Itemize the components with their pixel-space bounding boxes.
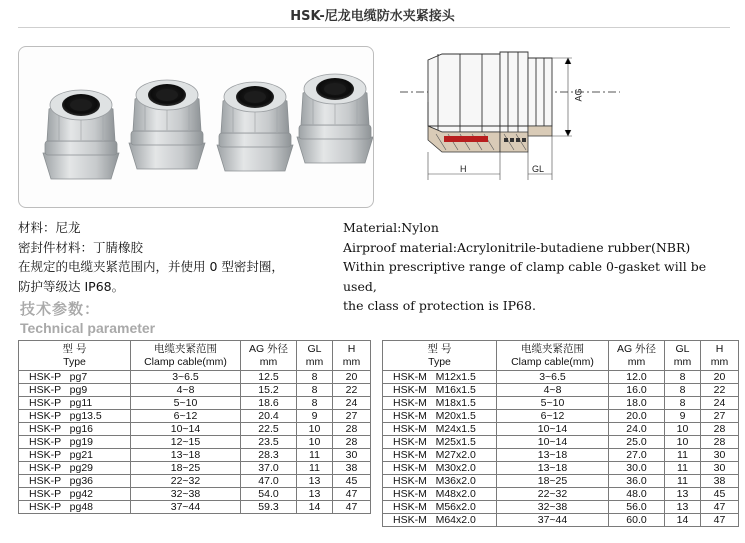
table-row <box>19 371 371 384</box>
cell-clamp: 18~25 <box>131 462 241 475</box>
cell-gl: 14 <box>665 514 701 527</box>
cell-ag: 28.3 <box>241 449 297 462</box>
cell-h: 47 <box>701 514 739 527</box>
cell-clamp: 4~8 <box>497 384 609 397</box>
header-ag: AG 外径 mm <box>609 341 665 371</box>
cell-h: 20 <box>333 371 371 384</box>
cell-h: 47 <box>701 501 739 514</box>
product-photo <box>18 46 374 208</box>
table-header-row <box>383 341 739 371</box>
cable-glands-illustration <box>19 47 374 208</box>
cell-ag: 20.4 <box>241 410 297 423</box>
header-gl: GL mm <box>297 341 333 371</box>
cell-type: HSK-M M56x2.0 <box>383 501 497 514</box>
table-row <box>19 462 371 475</box>
label-h: H <box>460 164 467 174</box>
cell-type: HSK-P pg36 <box>19 475 131 488</box>
range-en-line2: the class of protection is IP68. <box>343 298 536 313</box>
cell-clamp: 22~32 <box>131 475 241 488</box>
cell-gl: 10 <box>297 423 333 436</box>
cell-type: HSK-M M16x1.5 <box>383 384 497 397</box>
cell-clamp: 32~38 <box>497 501 609 514</box>
cell-clamp: 37~44 <box>131 501 241 514</box>
table-row <box>19 423 371 436</box>
table-row <box>383 423 739 436</box>
cell-gl: 11 <box>665 475 701 488</box>
cell-type: HSK-M M25x1.5 <box>383 436 497 449</box>
cell-ag: 12.0 <box>609 371 665 384</box>
cell-ag: 15.2 <box>241 384 297 397</box>
table-row <box>383 449 739 462</box>
cell-clamp: 3~6.5 <box>497 371 609 384</box>
header-h: H mm <box>333 341 371 371</box>
range-cn-line1: 在规定的电缆夹紧范围内，并使用 0 型密封圈， <box>18 259 284 274</box>
table-row <box>383 475 739 488</box>
cell-clamp: 13~18 <box>497 449 609 462</box>
cell-ag: 18.6 <box>241 397 297 410</box>
cell-h: 30 <box>701 449 739 462</box>
cell-gl: 11 <box>297 449 333 462</box>
table-row <box>383 462 739 475</box>
header-type: 型 号 Type <box>383 341 497 371</box>
cell-ag: 47.0 <box>241 475 297 488</box>
cell-h: 30 <box>333 449 371 462</box>
cell-ag: 25.0 <box>609 436 665 449</box>
cell-gl: 13 <box>665 488 701 501</box>
cell-gl: 10 <box>297 436 333 449</box>
cell-type: HSK-M M36x2.0 <box>383 475 497 488</box>
cell-gl: 13 <box>665 501 701 514</box>
cell-h: 27 <box>333 410 371 423</box>
table-row <box>383 371 739 384</box>
table-row <box>19 488 371 501</box>
cell-gl: 10 <box>665 423 701 436</box>
material-cn: 材料：尼龙 <box>18 220 81 235</box>
cell-gl: 13 <box>297 475 333 488</box>
header-clamp: 电缆夹紧范围 Clamp cable(mm) <box>131 341 241 371</box>
table-row <box>19 397 371 410</box>
cell-h: 28 <box>701 423 739 436</box>
cell-gl: 14 <box>297 501 333 514</box>
cell-ag: 24.0 <box>609 423 665 436</box>
cell-type: HSK-P pg13.5 <box>19 410 131 423</box>
table-row <box>383 384 739 397</box>
cell-ag: 27.0 <box>609 449 665 462</box>
cell-type: HSK-M M48x2.0 <box>383 488 497 501</box>
cell-clamp: 18~25 <box>497 475 609 488</box>
cell-clamp: 5~10 <box>131 397 241 410</box>
header-gl: GL mm <box>665 341 701 371</box>
cell-clamp: 4~8 <box>131 384 241 397</box>
material-en: Material:Nylon <box>343 220 439 235</box>
cell-type: HSK-M M27x2.0 <box>383 449 497 462</box>
cell-h: 28 <box>333 436 371 449</box>
table-row <box>383 501 739 514</box>
label-gl: GL <box>532 164 545 174</box>
description-chinese <box>18 218 338 296</box>
table-row <box>19 475 371 488</box>
cell-h: 30 <box>701 462 739 475</box>
cell-type: HSK-P pg19 <box>19 436 131 449</box>
cell-h: 28 <box>333 423 371 436</box>
cell-gl: 8 <box>297 384 333 397</box>
cell-gl: 11 <box>665 462 701 475</box>
cell-gl: 11 <box>665 449 701 462</box>
cell-type: HSK-M M64x2.0 <box>383 514 497 527</box>
table-row <box>383 488 739 501</box>
table-row <box>19 449 371 462</box>
table-row <box>383 514 739 527</box>
gland-cross-section <box>400 40 740 190</box>
cell-h: 27 <box>701 410 739 423</box>
cell-h: 28 <box>701 436 739 449</box>
table-row <box>383 397 739 410</box>
cell-ag: 20.0 <box>609 410 665 423</box>
cell-ag: 18.0 <box>609 397 665 410</box>
cell-type: HSK-M M30x2.0 <box>383 462 497 475</box>
page-title: HSK-尼龙电缆防水夹紧接头 <box>290 9 455 24</box>
cell-type: HSK-P pg11 <box>19 397 131 410</box>
cell-h: 22 <box>701 384 739 397</box>
cell-gl: 9 <box>297 410 333 423</box>
description-english <box>343 218 743 316</box>
cell-clamp: 13~18 <box>131 449 241 462</box>
cell-clamp: 32~38 <box>131 488 241 501</box>
cell-ag: 12.5 <box>241 371 297 384</box>
cell-h: 24 <box>701 397 739 410</box>
label-ag: AG <box>573 88 584 102</box>
cell-h: 45 <box>333 475 371 488</box>
cell-clamp: 6~12 <box>131 410 241 423</box>
cell-gl: 8 <box>665 397 701 410</box>
cell-gl: 8 <box>297 397 333 410</box>
cell-type: HSK-M M24x1.5 <box>383 423 497 436</box>
section-title-cn: 技术参数： <box>20 300 101 318</box>
cell-clamp: 3~6.5 <box>131 371 241 384</box>
cell-ag: 54.0 <box>241 488 297 501</box>
header-clamp: 电缆夹紧范围 Clamp cable(mm) <box>497 341 609 371</box>
cell-type: HSK-M M18x1.5 <box>383 397 497 410</box>
cell-type: HSK-P pg16 <box>19 423 131 436</box>
cell-ag: 23.5 <box>241 436 297 449</box>
cell-clamp: 37~44 <box>497 514 609 527</box>
seal-material-cn: 密封件材料：丁腈橡胶 <box>18 239 144 255</box>
cell-type: HSK-P pg21 <box>19 449 131 462</box>
cell-ag: 60.0 <box>609 514 665 527</box>
cell-clamp: 6~12 <box>497 410 609 423</box>
cell-ag: 36.0 <box>609 475 665 488</box>
cell-gl: 8 <box>665 371 701 384</box>
cell-type: HSK-P pg48 <box>19 501 131 514</box>
cell-ag: 16.0 <box>609 384 665 397</box>
header-type: 型 号 Type <box>19 341 131 371</box>
range-cn-line2: 防护等级达 IP68。 <box>18 278 125 294</box>
table-row <box>19 436 371 449</box>
cell-type: HSK-M M20x1.5 <box>383 410 497 423</box>
cell-clamp: 5~10 <box>497 397 609 410</box>
cell-clamp: 12~15 <box>131 436 241 449</box>
cell-ag: 30.0 <box>609 462 665 475</box>
table-row <box>19 410 371 423</box>
cell-gl: 10 <box>665 436 701 449</box>
cell-gl: 8 <box>665 384 701 397</box>
title-divider <box>18 27 730 28</box>
cell-clamp: 10~14 <box>131 423 241 436</box>
cell-ag: 37.0 <box>241 462 297 475</box>
seal-material-en: Airproof material:Acrylonitrile-butadiene rubber(NBR) <box>343 239 691 255</box>
range-en-line1: Within prescriptive range of clamp cable 0-gasket will be used, <box>343 259 707 294</box>
table-header-row <box>19 341 371 371</box>
cell-gl: 8 <box>297 371 333 384</box>
section-title-en: Technical parameter <box>20 320 156 336</box>
cell-h: 45 <box>701 488 739 501</box>
cell-type: HSK-P pg29 <box>19 462 131 475</box>
table-row <box>383 436 739 449</box>
cell-h: 22 <box>333 384 371 397</box>
cell-ag: 48.0 <box>609 488 665 501</box>
cell-type: HSK-M M12x1.5 <box>383 371 497 384</box>
header-ag: AG 外径 mm <box>241 341 297 371</box>
cell-ag: 22.5 <box>241 423 297 436</box>
cell-type: HSK-P pg9 <box>19 384 131 397</box>
cell-ag: 59.3 <box>241 501 297 514</box>
cell-h: 20 <box>701 371 739 384</box>
cell-h: 47 <box>333 501 371 514</box>
table-row <box>19 384 371 397</box>
cell-clamp: 13~18 <box>497 462 609 475</box>
cell-clamp: 22~32 <box>497 488 609 501</box>
spec-table-m <box>382 340 739 527</box>
cell-h: 47 <box>333 488 371 501</box>
cell-ag: 56.0 <box>609 501 665 514</box>
cell-h: 38 <box>701 475 739 488</box>
cell-gl: 13 <box>297 488 333 501</box>
technical-drawing <box>400 40 740 190</box>
header-h: H mm <box>701 341 739 371</box>
cell-type: HSK-P pg42 <box>19 488 131 501</box>
table-row <box>383 410 739 423</box>
cell-gl: 11 <box>297 462 333 475</box>
cell-clamp: 10~14 <box>497 423 609 436</box>
cell-clamp: 10~14 <box>497 436 609 449</box>
cell-gl: 9 <box>665 410 701 423</box>
cell-type: HSK-P pg7 <box>19 371 131 384</box>
cell-h: 38 <box>333 462 371 475</box>
table-row <box>19 501 371 514</box>
cell-h: 24 <box>333 397 371 410</box>
spec-table-pg <box>18 340 371 514</box>
